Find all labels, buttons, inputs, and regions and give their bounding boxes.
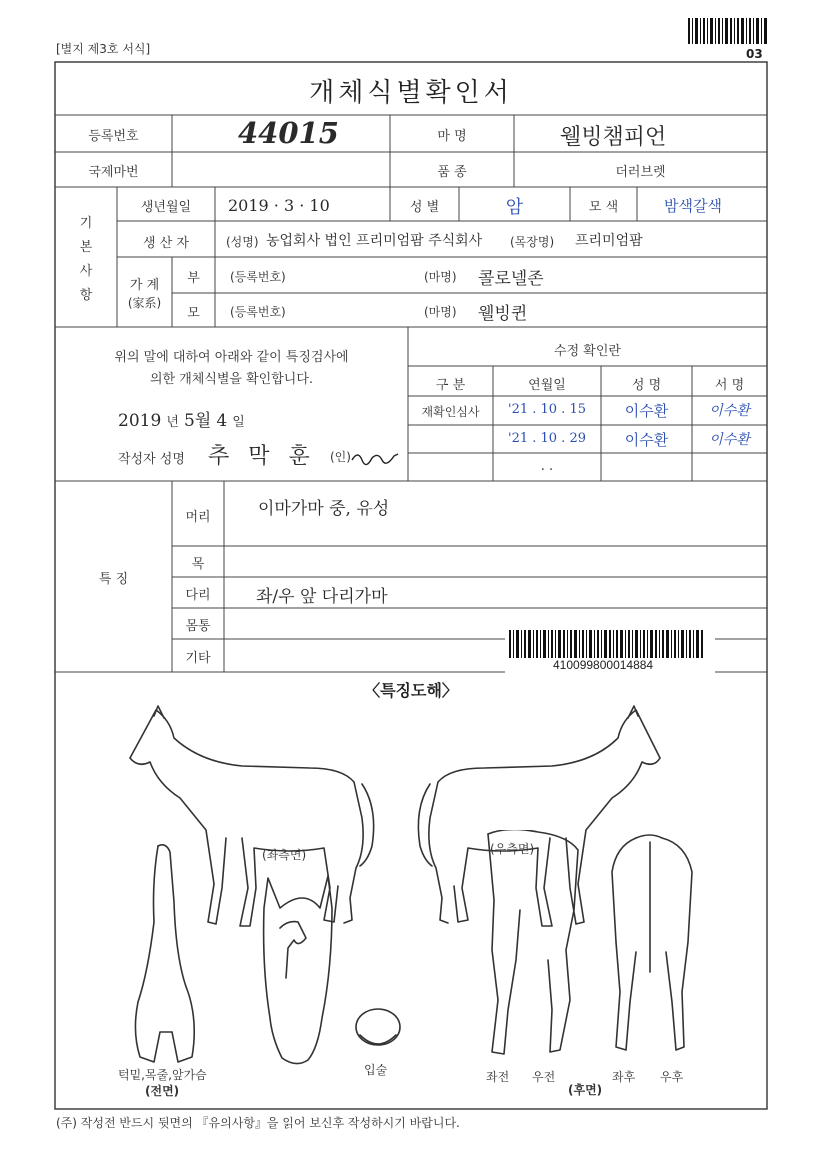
rear-right-label: 우후 — [660, 1070, 684, 1084]
sire-reg-prefix: (등록번호) — [230, 270, 286, 284]
breed-value: 더러브렛 — [615, 165, 666, 180]
sire-name: 콜로넬존 — [478, 269, 544, 289]
pedigree-hanja: (家系) — [127, 296, 162, 310]
issue-date — [118, 406, 245, 431]
lips-label: 입술 — [364, 1063, 388, 1077]
etc-label: 기타 — [185, 651, 211, 666]
front-right-label: 우전 — [532, 1070, 556, 1084]
revision-row-2-sign: 이수환 — [709, 432, 750, 448]
intl-no-label: 국제마번 — [88, 165, 139, 180]
revision-row-1-sign: 이수환 — [709, 403, 750, 419]
left-side-label: (좌측면) — [262, 848, 307, 862]
pedigree-label: 가 계 — [129, 278, 160, 293]
top-barcode — [688, 18, 768, 44]
horse-front-legs-drawing — [478, 830, 588, 1065]
farm-prefix: (목장명) — [510, 235, 555, 249]
sex-value: 암 — [505, 197, 524, 218]
dam-name: 웰빙퀸 — [478, 304, 528, 324]
horse-rear-legs-drawing — [606, 832, 696, 1067]
rear-left-label: 좌후 — [612, 1070, 636, 1084]
date-month: 5월 — [184, 411, 212, 431]
revision-header-name: 성 명 — [631, 378, 662, 393]
date-day: 4 — [216, 411, 228, 431]
producer-name-prefix: (성명) — [226, 235, 259, 249]
footer-note: (주) 작성전 반드시 뒷면의 『유의사항』을 읽어 보신후 작성하시기 바랍니다. — [56, 1116, 460, 1130]
neck-label: 목 — [191, 557, 205, 572]
statement-line-2: 의한 개체식별을 확인합니다. — [149, 372, 314, 387]
seal-mark: (인) — [330, 450, 351, 464]
revision-header-type: 구 분 — [435, 378, 466, 393]
revision-row-1-type: 재확인심사 — [421, 405, 480, 419]
signature-scribble — [350, 446, 400, 468]
revision-row-1-name: 이수환 — [624, 402, 669, 420]
revision-row-2-name: 이수환 — [624, 431, 669, 449]
date-year-unit: 년 — [166, 415, 179, 430]
rear-label: (후면) — [568, 1083, 603, 1097]
producer-name: 농업회사 법인 프리미엄팜 주식회사 — [266, 233, 483, 249]
writer-label: 작성자 성명 — [118, 452, 185, 467]
horse-lips-drawing — [352, 1005, 404, 1055]
head-label: 머리 — [185, 510, 211, 525]
sex-label: 성 별 — [409, 200, 440, 215]
right-side-label: (우측면) — [490, 842, 535, 856]
horse-face-drawing — [258, 868, 336, 1073]
basic-section-label: 기본사항 — [79, 216, 93, 303]
date-year: 2019 — [118, 411, 162, 431]
revision-row-1-date: '21 . 10 . 15 — [508, 402, 586, 417]
color-label: 모 색 — [588, 200, 619, 215]
page-number: 03 — [746, 47, 763, 61]
leg-label: 다리 — [185, 588, 211, 603]
horse-front-view-drawing — [128, 842, 208, 1067]
writer-name: 추 막 훈 — [208, 444, 316, 469]
front-caption: 턱밑,목줄,앞가슴 — [118, 1068, 207, 1082]
reg-no-label: 등록번호 — [88, 129, 139, 144]
sticker-barcode-bars — [509, 630, 709, 658]
statement-line-1: 위의 말에 대하여 아래와 같이 특징검사에 — [114, 350, 349, 365]
document-title: 개체식별확인서 — [309, 78, 513, 108]
diagram-title: 〈특징도해〉 — [364, 681, 458, 700]
horse-name-label: 마 명 — [437, 129, 467, 144]
sticker-number: 410099800014884 — [553, 658, 654, 672]
head-value: 이마가마 중, 유성 — [258, 499, 390, 519]
revision-header-date: 연월일 — [528, 378, 566, 393]
form-number-label: [별지 제3호 서식] — [56, 42, 151, 56]
dam-reg-prefix: (등록번호) — [230, 305, 286, 319]
features-section-label: 특 징 — [98, 572, 129, 587]
birth-label: 생년월일 — [140, 200, 192, 215]
body-label: 몸통 — [185, 619, 211, 634]
breed-label: 품 종 — [437, 165, 467, 180]
revision-row-3-date: . . — [540, 459, 554, 474]
farm-name: 프리미엄팜 — [575, 233, 643, 249]
barcode-sticker — [505, 628, 715, 674]
date-day-unit: 일 — [232, 415, 245, 430]
horse-name-value: 웰빙챔피언 — [560, 125, 667, 150]
front-left-label: 좌전 — [486, 1070, 510, 1084]
producer-label: 생 산 자 — [143, 236, 189, 251]
birth-value: 2019 · 3 · 10 — [228, 196, 330, 215]
dam-name-prefix: (마명) — [424, 305, 457, 319]
dam-label: 모 — [187, 306, 200, 321]
color-value: 밤색갈색 — [664, 197, 722, 215]
sire-label: 부 — [187, 271, 200, 286]
revision-title: 수정 확인란 — [554, 344, 621, 359]
front-label: (전면) — [145, 1084, 180, 1098]
sire-name-prefix: (마명) — [424, 270, 457, 284]
leg-value: 좌/우 앞 다리가마 — [256, 587, 388, 607]
revision-header-sign: 서 명 — [714, 378, 745, 393]
revision-row-2-date: '21 . 10 . 29 — [508, 431, 586, 446]
reg-no-value: 44015 — [238, 116, 339, 150]
